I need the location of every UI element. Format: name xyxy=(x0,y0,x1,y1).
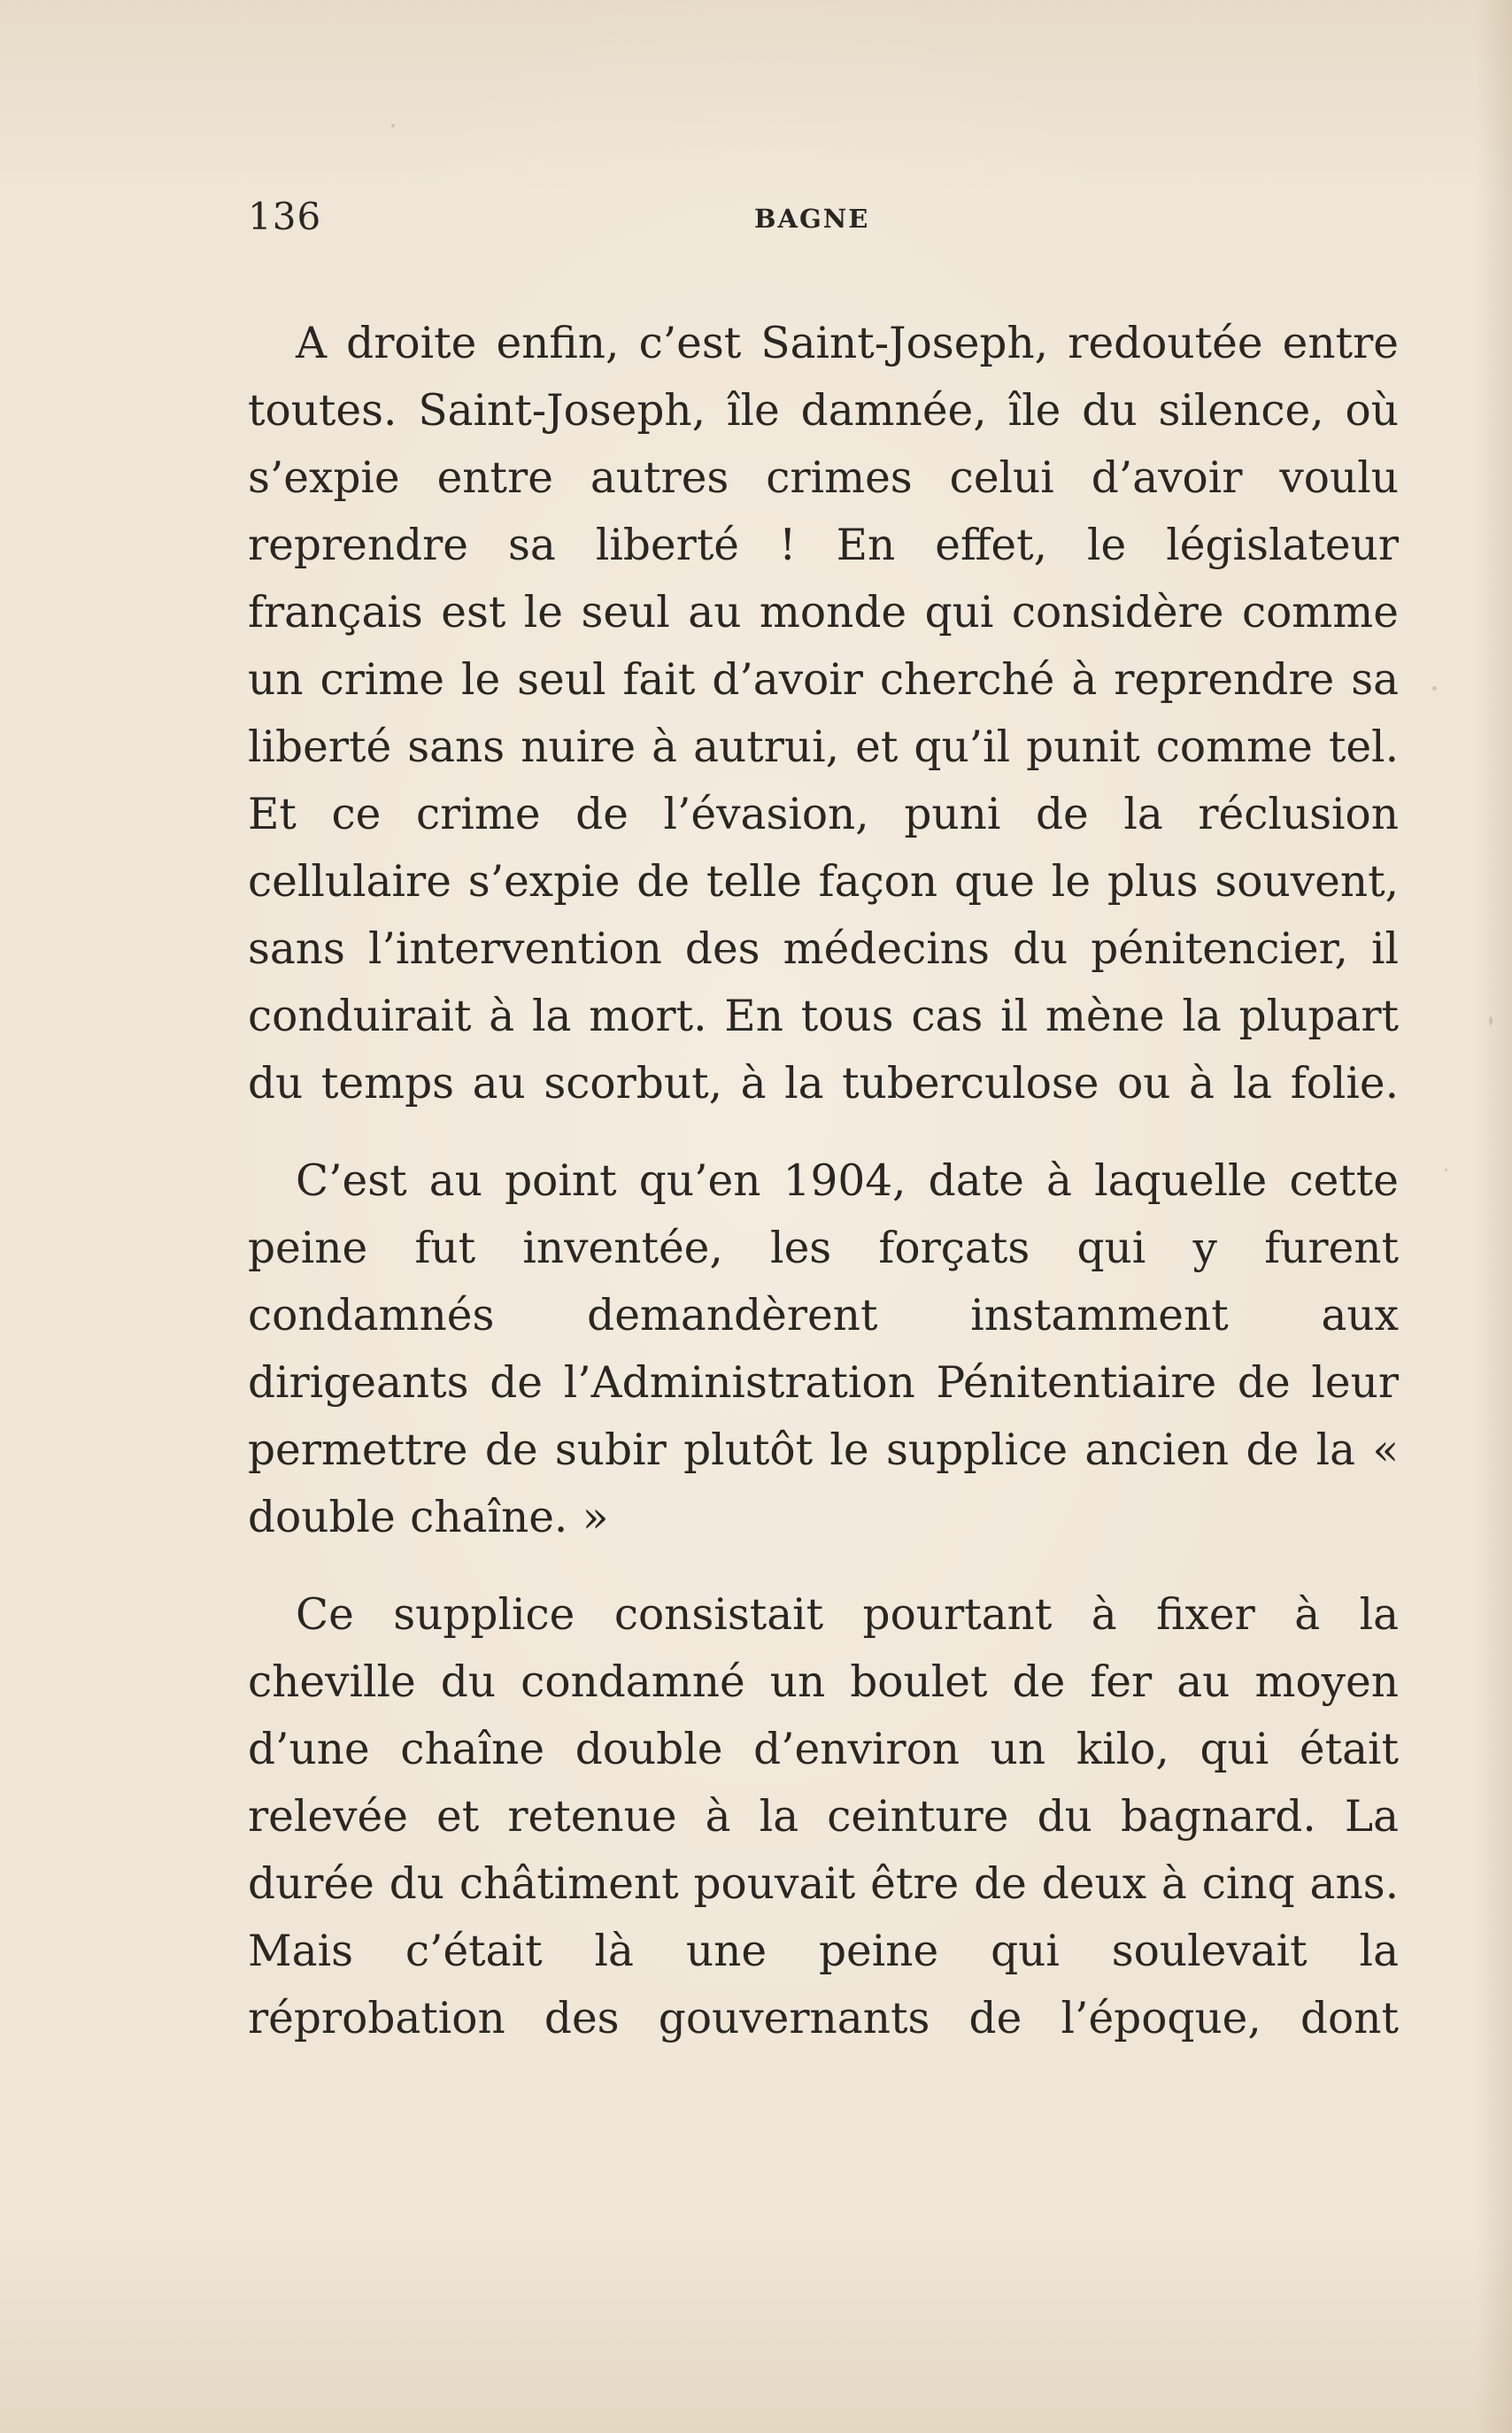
page-header xyxy=(248,195,1399,248)
paper-speck xyxy=(391,124,395,127)
paragraph: C’est au point qu’en 1904, date à laquelle cette peine fut inventée, les forçats qui y furent condamnés demandèrent instamment aux dirigeants de l’Administration Pénitentiaire de leur permettre de subir plutôt le supplice ancien de la « double chaîne. » xyxy=(248,1156,1399,1542)
body-text xyxy=(248,310,1399,2052)
page-edge-shadow xyxy=(1477,0,1512,2433)
running-head: BAGNE xyxy=(754,204,870,234)
paper-speck xyxy=(1489,1016,1493,1025)
paragraph: Ce supplice consistait pourtant à fixer à la cheville du condamné un boulet de fer au moyen d’une chaîne double d’environ un kilo, qui était relevée et retenue à la ceinture du bagnard. La durée du châtiment pouvait être de deux à cinq ans. Mais c’était là une peine qui soulevait la réprobation des gouvernants de l’époque, dont xyxy=(248,1590,1399,2043)
paragraph: A droite enfin, c’est Saint-Joseph, redoutée entre toutes. Saint-Joseph, île damnée, île du silence, où s’expie entre autres crimes celui d’avoir voulu reprendre sa liberté ! En effet, le législateur français est le seul au monde qui considère comme un crime le seul fait d’avoir cherché à reprendre sa liberté sans nuire à autrui, et qu’il punit comme tel. Et ce crime de l’évasion, puni de la réclusion cellulaire s’expie de telle façon que le plus souvent, sans l’intervention des médecins du pénitencier, il conduirait à la mort. En tous cas il mène la plupart du temps au scorbut, à la tuberculose ou à la folie. xyxy=(248,319,1399,1108)
paper-speck xyxy=(1445,1169,1447,1171)
page-number: 136 xyxy=(248,195,322,238)
paper-speck xyxy=(1432,686,1437,691)
